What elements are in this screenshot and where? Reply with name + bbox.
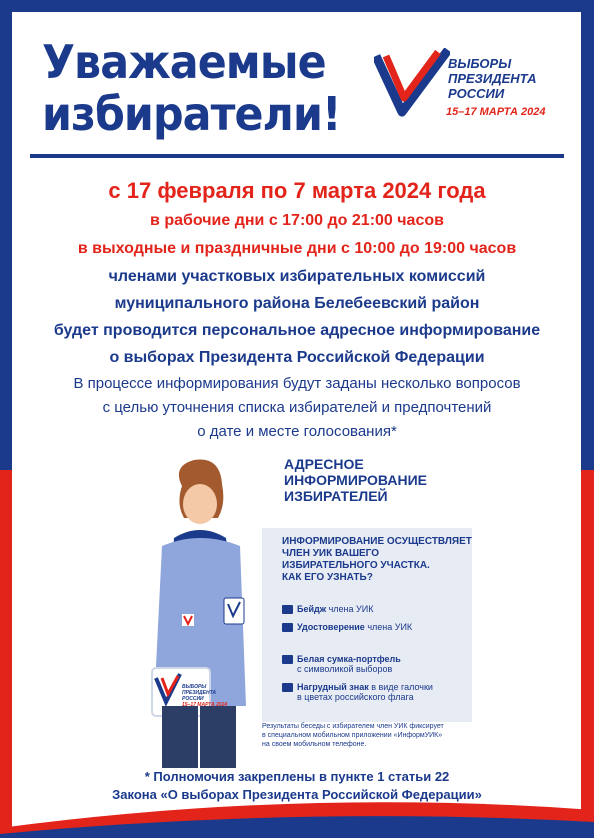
ig-item-bag (282, 654, 401, 674)
footnote-line-2: Закона «О выборах Президента Российской Федерации» (112, 787, 482, 802)
checkmark-pin-icon (282, 683, 293, 692)
bag-line-3: РОССИИ (182, 696, 204, 702)
title-line-2: избиратели! (42, 87, 341, 141)
header-divider (30, 154, 564, 158)
bottom-wave-decoration (0, 798, 594, 838)
ig-item-2-bold: Удостоверение (297, 622, 365, 632)
infographic-title (284, 456, 427, 504)
ig-title-1: АДРЕСНОЕ (284, 456, 364, 472)
ig-q-1: ИНФОРМИРОВАНИЕ ОСУЩЕСТВЛЯЕТ (282, 536, 472, 547)
info-line-1: В процессе информирования будут заданы несколько вопросов (73, 375, 521, 392)
ig-item-4-bold: Нагрудный знак (297, 682, 369, 692)
ig-title-2: ИНФОРМИРОВАНИЕ (284, 472, 427, 488)
frame-left-red-stripe (0, 470, 12, 838)
id-card-icon (282, 623, 293, 632)
ig-q-2: ЧЛЕН УИК ВАШЕГО (282, 548, 379, 559)
info-line-2: с целью уточнения списка избирателей и предпочтений (102, 399, 492, 416)
volunteer-illustration (122, 446, 272, 768)
ig-item-3-bold: Белая сумка-портфель (297, 654, 401, 664)
title-line-1: Уважаемые (42, 35, 326, 89)
ig-item-1-rest: члена УИК (326, 604, 374, 614)
ig-item-4-rest: в виде галочки (368, 682, 433, 692)
infographic-note (262, 722, 474, 749)
ig-item-badge (282, 604, 373, 614)
page-title (42, 36, 340, 140)
infographic (122, 446, 476, 768)
frame-right-red-stripe (581, 470, 594, 838)
ig-note-2: в специальном мобильном приложении «ИнформУИК» (262, 732, 443, 739)
ig-note-3: на своем мобильном телефоне. (262, 741, 367, 748)
body-line-2: муниципального района Белебеевский район (114, 295, 480, 312)
body-line-3: будет проводится персональное адресное информирование (53, 322, 541, 339)
workdays-hours: в рабочие дни с 17:00 до 21:00 часов (150, 212, 444, 229)
weekends-hours: в выходные и праздничные дни с 10:00 до 19:00 часов (77, 240, 517, 257)
ig-item-4-rest-2: в цветах российского флага (297, 692, 414, 703)
ig-q-3: ИЗБИРАТЕЛЬНОГО УЧАСТКА. (282, 560, 430, 571)
logo-dates: 15–17 МАРТА 2024 (446, 106, 546, 118)
bag-dates: 15–17 МАРТА 2024 (182, 702, 228, 708)
ig-title-3: ИЗБИРАТЕЛЕЙ (284, 488, 388, 504)
ig-note-1: Результаты беседы с избирателем член УИК фиксирует (262, 723, 444, 730)
ig-item-certificate (282, 622, 412, 632)
ig-q-4: КАК ЕГО УЗНАТЬ? (282, 572, 373, 583)
ig-item-3-rest: с символикой выборов (297, 664, 393, 675)
ig-item-1-bold: Бейдж (297, 604, 327, 614)
logo-line-2: ПРЕЗИДЕНТА (448, 71, 537, 86)
briefcase-icon (282, 655, 293, 664)
logo-line-1: ВЫБОРЫ (448, 56, 512, 71)
period-heading: с 17 февраля по 7 марта 2024 года (108, 178, 486, 203)
info-line-3: о дате и месте голосования* (197, 423, 397, 440)
body-line-1: членами участковых избирательных комиссий (108, 268, 486, 285)
footnote-line-1: * Полномочия закреплены в пункте 1 статьи 22 (144, 769, 450, 784)
bag-line-1: ВЫБОРЫ (182, 684, 207, 690)
bag-line-2: ПРЕЗИДЕНТА (182, 690, 217, 696)
logo-line-3: РОССИИ (448, 86, 505, 101)
infographic-question (282, 536, 472, 584)
bag-logo-text (182, 684, 227, 708)
ig-item-2-rest: члена УИК (364, 622, 413, 632)
badge-icon (282, 605, 293, 614)
frame-top-border (0, 0, 594, 12)
logo-text (448, 56, 568, 101)
body-line-4: о выборах Президента Российской Федерации (109, 349, 485, 366)
header (30, 30, 564, 160)
checkmark-logo-icon (374, 48, 450, 118)
ig-item-pin (282, 682, 433, 702)
elections-logo (374, 48, 564, 138)
